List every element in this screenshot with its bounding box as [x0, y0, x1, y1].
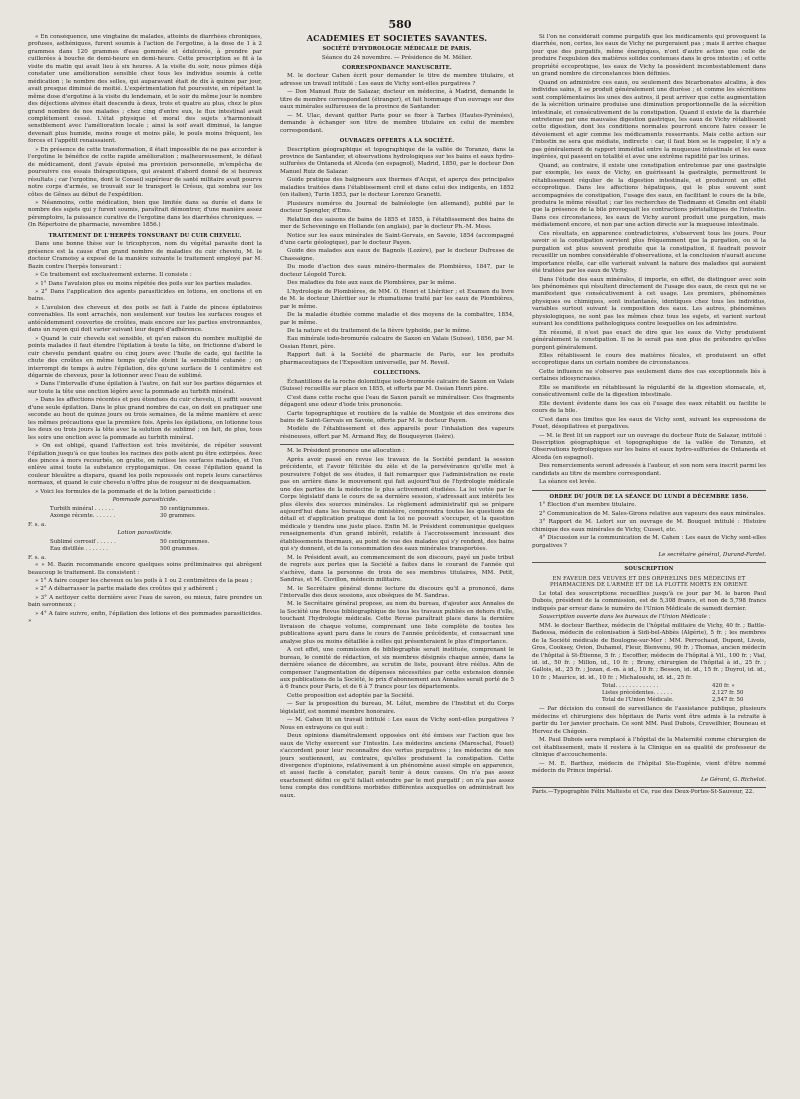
- paragraph: M. Paul Dubois sera remplacé à l'hôpital de la Maternité comme chirurgien de cet établissement, mais il restera à la Clinique en sa qualité de professeur de clinique d'accouchements.: [532, 737, 766, 759]
- formula-fsa: F. s. a.: [28, 521, 47, 528]
- paragraph: — Par décision du conseil de surveillance de l'assistance publique, plusieurs médecins et chirurgiens des hôpitaux de Paris vont être admis à la retraite à partir du 1er janvier prochain. Ce sont MM. Paul Dubois, Cruveilhier, Bouneau et Hervez de Chégoin.: [532, 706, 766, 735]
- paragraph: Cette proposition est adoptée par la Société.: [287, 692, 414, 699]
- paragraph: Si l'on ne considérait comme purgatifs que les médicaments qui provoquent la diarrhée, non, certes, les eaux de Vichy ne purgeraient pas ; mais il arrive chaque jour que des purgatifs, même énergiques, n'ont d'autre action que celle de produire l'expulsion des matières solides contenues dans le gros intestin ; et cette propriété eccoprotique, les eaux de Vichy la possèdent incontestablement dans un grand nombre de circonstances bien définies.: [532, 34, 766, 78]
- paragraph: M. le docteur Cahen écrit pour demander le titre de membre titulaire, et adresse un travail intitulé : Les eaux de Vichy sont-elles purgatives ?: [280, 73, 514, 87]
- formula-title: Lotion parasiticide.: [117, 530, 173, 537]
- divider: [280, 444, 514, 445]
- paragraph: Rapport fait à la Société de pharmacie de Paris, sur les produits pharmaceutiques de l'Exposition universelle, par M. Reveil.: [280, 352, 514, 366]
- paragraph: Elle se manifeste en rétablissant la régularité de la digestion stomacale, et, consécutivement celle de la digestion intestinale.: [532, 384, 766, 399]
- agenda-item: 3° Rapport de M. Lefort sur un ouvrage de M. Bouquet intitulé : Histoire chimique des eaux minérales de Vichy, Cusset, etc.: [532, 519, 766, 533]
- subheading: ORDRE DU JOUR DE LA SÉANCE DU LUNDI 8 DÉCEMBRE 1856.: [549, 493, 749, 500]
- paragraph: » Dans l'intervalle d'une épilation à l'autre, on fait sur les parties dégarnies et sur toute la tête une onction légère avec la pommade au turbith minéral.: [28, 381, 262, 395]
- paragraph: » On est obligé, quand l'affection est très invétérée, de répéter souvent l'épilation jusqu'à ce que toutes les racines des poils aient pu être extirpées. Avec des pinces à mors recourbés, on gratte, on ratisse les surfaces malades, et l'on enlève ainsi toute la substance cryptogamique. On cesse l'épilation quand la couleur bleuâtre a disparu, quand les poils repoussés ont repris leurs caractères normaux, et quand le cuir chevelu n'offre plus de rougeur ni de desquamation.: [28, 443, 262, 487]
- paragraph: Carte topographique et routière de la vallée de Montjoie et des environs des bains de Saint-Gervais en Savoie, offerte par M. le docteur Payen.: [280, 410, 514, 425]
- paragraph: De la nature et du traitement de la fièvre typhoïde, par le même.: [287, 328, 472, 334]
- agenda-item: 4° Discussion sur la communication de M. Cahen : Les eaux de Vichy sont-elles purgatives ?: [532, 535, 766, 549]
- paragraph: — M. le Bret lit un rapport sur un ouvrage du docteur Ruiz de Salazar, intitulé : Description géographique et topographique de la vallée de Toranzo, et Observations hydrologiques sur les bains et eaux hydro-sulfurées de Ontaneda et Alceda (en espagnol).: [532, 432, 766, 461]
- page-number: 580: [388, 18, 412, 31]
- ingredient-name: Axonge récente. . . . . . .: [50, 512, 116, 519]
- paragraph: Cette influence ne s'observe pas seulement dans des cas exceptionnels liés à certaines idiosyncrasies.: [532, 368, 766, 383]
- ingredient-qty: 500 grammes.: [160, 545, 200, 552]
- totals: [602, 683, 766, 704]
- paragraph: MM. le docteur Barthez, médecin de l'hôpital militaire de Vichy, 40 fr. ; Battle-Badessa, médecin de colonisation à Sidi-bel-Abbès (Algérie), 5 fr. ; les membres de la Société médicale de Boulogne-sur-Mer : MM. Perrochaud, Dupont, Livois, Gros, Cooksey, Ovion, Duhamel, Fleur, Bienvenu, 90 fr. ; Thomas, ancien médecin de l'hôpital à St-Étienne, 5 fr. ; Escoffier, médecin de l'hôpital à Vil., 100 fr. ; Vial, id. id., 50 fr. ; Millon, id., 10 fr. ; Bruny, chirurgien de l'hôpital à id., 25 fr. ; Gallois, id., 25 fr. ; Jozan, d.-m. à id., 10 fr. ; Besson, id. id., 15 fr. ; Duyrol, id. id., 10 fr. ; Maurice, id. id., 10 fr. ; Michaloushi, id. id., 25 fr.: [532, 622, 766, 681]
- paragraph: « » M. Bazin recommande encore quelques soins préliminaires qui abrègent beaucoup le traitement. Ils consistent :: [28, 562, 262, 576]
- paragraph: Plusieurs numéros du Journal de balnéologie (en allemand), publié par le docteur Spengler, d'Ems.: [280, 200, 514, 215]
- paragraph: » L'avulsion des cheveux et des poils se fait à l'aide de pinces épilatoires convenables. Ils sont arrachés, non seulement sur toutes les surfaces rouges et antécédemment couvertes de croûtes, mais encore sur les parties environnantes, dans un rayon qui doit varier suivant leur degré d'adhérence.: [28, 304, 262, 334]
- formula-title: Pommade parasiticide.: [112, 497, 178, 504]
- total-label: Total. . . . . . . . . . . . .: [602, 683, 659, 690]
- paragraph: » 2° A débarrasser la partie malade des croûtes qui y adhèrent ;: [35, 586, 218, 593]
- paragraph: Modèle de l'établissement et des appareils pour l'inhalation des vapeurs résineuses, offert par M. Armand Rey, de Bouqueyron (Isère).: [280, 426, 514, 440]
- paragraph: » 1° A faire couper les cheveux ou les poils à 1 ou 2 centimètres de la peau ;: [35, 577, 253, 584]
- paragraph: En résumé, il n'est pas exact de dire que les eaux de Vichy produisent généralement la constipation. Il ne le serait pas non plus de prétendre qu'elles purgent généralement.: [532, 329, 766, 351]
- grand-total-label: Total de l'Union Médicale.: [602, 697, 674, 704]
- paragraph: Elles rétablissent le cours des matières fécales, et produisent un effet eccoprotique dans un certain nombre de circonstances.: [532, 353, 766, 367]
- paragraph: » En présence de cette transformation, il était impossible de ne pas accorder à l'ergotine le bénéfice de cette rapide amélioration ; malheureusement, le défaut de médicament, dont j'avais épuisé ma provision personnelle, m'empêcha de poursuivre ces essais thérapeutiques, qui avaient d'abord donné de si heureux résultats ; car l'ergotine, dont le Conseil supérieur de santé militaire avait pourvu notre corps d'armée, se trouvait sur le transport le Crésus, qui sombra sur les côtes de Gênes au début de l'expédition.: [28, 146, 262, 198]
- formula-fsa: F. s. a.: [28, 554, 47, 561]
- paragraph: Le total des souscriptions recueillies jusqu'à ce jour par M. le baron Paul Dubois, président de la commission, est de 5,308 francs, et non de 5,798 francs indiqués par erreur dans le numéro de l'Union Médicale de samedi dernier.: [532, 590, 766, 612]
- section-title: ACADÉMIES ET SOCIÉTÉS SAVANTES.: [306, 34, 488, 43]
- paragraph: Quand, au contraire, il existe une constipation entretenue par une gastralgie par exemple, les eaux de Vichy, en guérissant la gastralgie, permettront le rétablissement régulier de la digestion intestinale, et produiront un effet eccoprotique. Dans les affections hépatiques, qui le plus souvent sont accompagnées de constipation, l'usage des eaux, en facilitant le cours de la bile, produira le même résultat ; car les recherches de Tiedmann et Gmelin ont établi que la présence de la bile provoquait les contractions péristaltiques de l'intestin. Dans ces circonstances, les eaux de Vichy auront produit une purgation, mais médiatement encore, et non par une action directe sur la muqueuse intestinale.: [532, 162, 766, 229]
- paragraph: Du mode d'action des eaux minéro-thermales de Plombières, 1847, par le docteur Léopold Turck.: [280, 264, 514, 278]
- divider: [532, 490, 766, 491]
- paragraph: C'est dans cette roche que l'eau de Saxon paraît se minéraliser. Ces fragments dégagent une odeur d'iode très prononcée.: [280, 394, 514, 409]
- paragraph: — Don Manuel Ruiz de Salazar, docteur en médecine, à Madrid, demande le titre de membre correspondant (étranger), et fait hommage d'un ouvrage sur des eaux minérales sulfureuses de la province de Santander.: [280, 89, 514, 111]
- previous-label: Listes précédentes. . . . . .: [602, 690, 673, 697]
- paragraph: Des maladies du foie aux eaux de Plombières, par le même.: [287, 280, 457, 287]
- subheading: SOUSCRIPTION: [624, 566, 674, 573]
- paragraph: — M. Cahen lit un travail intitulé : Les eaux de Vichy sont-elles purgatives ? Nous en extrayons ce qui suit :: [280, 717, 514, 731]
- agenda-item: 2° Communication de M. Sales-Girons relative aux vapeurs des eaux minérales.: [539, 510, 766, 517]
- paragraph: Souscription ouverte dans les bureaux de l'Union Médicale :: [539, 614, 711, 621]
- subheading: OUVRAGES OFFERTS A LA SOCIÉTÉ.: [339, 138, 455, 145]
- society-name: SOCIÉTÉ D'HYDROLOGIE MÉDICALE DE PARIS.: [322, 46, 472, 52]
- total-value: 420 fr. »: [712, 683, 735, 690]
- session-line: Séance du 24 novembre. — Présidence de M. Mélier.: [321, 54, 473, 61]
- printer-line: Paris.—Typographie Félix Malteste et Ce, rue des Deux-Portes-St-Sauveur, 22.: [532, 787, 766, 796]
- gerant-signature: Le Gérant, G. Richelot.: [700, 777, 766, 784]
- signature: Le secrétaire général, Durand-Fardel.: [658, 551, 766, 558]
- subheading: CORRESPONDANCE MANUSCRITE.: [342, 64, 452, 71]
- paragraph: Deux opinions diamétralement opposées ont été émises sur l'action que les eaux de Vichy exercent sur l'intestin. Les médecins anciens (Mareschal, Fouet) s'accordent pour leur reconnaître des vertus purgatives ; les médecins de nos jours soutiennent, au contraire, qu'elles produisent la constipation. Cette divergence d'opinions, relativement à un phénomène aussi simple en apparence, et aussi facile à constater, paraît tenir à deux causes. On n'a pas assez exactement défini ce qu'il fallait entendre par le mot purgatif ; on n'a pas assez tenu compte des conditions morbides différentes auxquelles on administrait les eaux.: [280, 733, 514, 799]
- paragraph: Dans l'étude des eaux minérales, il importe, en effet, de distinguer avec soin les phénomènes qui résultent directement de l'usage des eaux, de ceux qui ne se manifestent que consécutivement à cet usage. Les premiers, phénomènes physiques ou chimiques, sont instantanés, identiques chez tous les individus, variables surtout suivant la composition des eaux. Les autres, phénomènes physiologiques, ne sont pas les mêmes chez tous les sujets, et varient surtout suivant les conditions pathologiques contre lesquelles on les administre.: [532, 276, 766, 328]
- paragraph: » Quand le cuir chevelu est sensible, et qu'en raison du nombre multiplié de points malades il faut étendre l'épilation à toute la tête, on frictionne d'abord le cuir chevelu pendant quatre ou cinq jours avec l'huile de cade, qui facilite la chute des croûtes en même temps qu'elle éteint la sensibilité cutanée ; on interrompt de temps à autre l'épilation, dès qu'une surface de 1 centimètre est dégarnie de cheveux, pour la lotionner avec l'eau de sublimé.: [28, 335, 262, 379]
- ingredient-name: Sublimé corrosif . . . . . .: [50, 538, 116, 545]
- paragraph: Dans une bonne thèse sur le tricophycon, nom du végétal parasite dont la présence est la cause d'un grand nombre de maladies du cuir chevelu, M. le docteur Cramoisy a exposé de la manière suivante le traitement employé par M. Bazin contre l'herpès tonsurant :: [28, 241, 262, 270]
- divider: [532, 562, 766, 563]
- paragraph: » 2° Dans l'application des agents parasiticides en lotions, en onctions et en bains.: [28, 289, 262, 303]
- paragraph: De la maladie étudiée comme maladie et des moyens de la combattre, 1854, par le même.: [280, 312, 514, 326]
- subheading: COLLECTIONS.: [373, 370, 421, 377]
- paragraph: M. le Président prononce une allocution :: [287, 448, 405, 455]
- agenda-item: 1° Élection d'un membre titulaire.: [539, 502, 637, 509]
- paragraph: Guide pratique des baigneurs aux thermes d'Acqui, et aperçu des principales maladies traitées dans l'établissement civil et dans celui des indigents, en 1852 (en italien), Turin 1853, par le docteur Lorenzo Granetti.: [280, 177, 514, 199]
- paragraph: L'hydrologie de Plombières, de MM. O. Henri et Lhéritier ; et Examen du livre de M. le docteur Lhéritier sur le rhumatisme traité par les eaux de Plombières, par le même.: [280, 288, 514, 310]
- paragraph: Eau minérale iodo-bromurée calcaire de Saxon en Valais (Suisse), 1856, par M. Ossian Henri, père.: [280, 336, 514, 350]
- paragraph: » Néanmoins, cette médication, bien que limitée dans sa durée et dans le nombre des sujets qui y furent soumis, paraîtrait démontrer, d'une manière assez péremptoire, la puissance curative de l'ergotine dans les diarrhées chroniques. — (In Répertoire de pharmacie, novembre 1856.): [28, 199, 262, 229]
- paragraph: Après avoir passé en revue les travaux de la Société pendant la session précédente, et l'avoir félicitée du zèle et de la persévérance qu'elle met à poursuivre l'objet de ses études, il fait remarquer que l'administration ne reste pas en arrière dans le mouvement qui fait aujourd'hui de l'hydrologie médicale une des parties de la médecine le plus activement étudiées. La loi votée par le Corps législatif dans le cours de sa dernière session, s'adressait aux intérêts les plus élevés des sources minérales. Le règlement administratif qui se prépare aujourd'hui dans les bureaux du ministère, comprendra toutes les questions de détail et d'application pratique dont la loi ne pouvait s'occuper, et la question médicale y tiendra une juste place. Enfin M. le Président communique quelques renseignements d'un grand intérêt, relatifs à l'accroissement incessant des établissements thermaux, au point de vue des malades qui s'y rendent, des bains qui s'y donnent, et de la consommation des eaux minérales transportées.: [280, 456, 514, 553]
- paragraph: Guide des malades aux eaux de Bagnols (Lozère), par le docteur Dufresse de Chassaigne.: [280, 248, 514, 262]
- paragraph: « En conséquence, une vingtaine de malades, atteints de diarrhées chroniques, profuses, asthéniques, furent soumis à l'action de l'ergotine, à la dose de 1 à 2 grammes dans 120 grammes d'eau gommée et édulcorée, à prendre par cuillerées à bouche de demi-heure en demi-heure. Cette prescription se fit à la visite du matin qui avait lieu à six heures. A la visite du soir, nous pûmes déjà constater une amélioration sensible chez tous les individus soumis à cette médication ; le nombre des selles, qui auparavant était de dix à quinze par jour, avait presque diminué de moitié. L'expérimentation fut poursuivie, en répétant la même dose d'ergotine à la visite du lendemain, et le soir du même jour le nombre des déjections alvines était descendu à deux, trois et quatre au plus, chez le plus grand nombre de nos malades ; chez cinq d'entre eux, le flux intestinal avait complétement cessé. L'état physique et moral des sujets s'harmonisait sensiblement avec l'amélioration locale ; ainsi la soif avait diminué, la langue devenait plus humide, moins rouge et moins pâle, le pouls moins fréquent, les forces et l'appétit renaissaient.: [28, 34, 262, 145]
- paragraph: » 3° A nettoyer cette dernière avec l'eau de savon, ou mieux, faire prendre un bain savonneux ;: [28, 594, 262, 609]
- paragraph: » 4° A faire suivre, enfin, l'épilation des lotions et des pommades parasiticides. »: [28, 610, 262, 625]
- formula-pommade: [50, 506, 262, 520]
- section-heading: TRAITEMENT DE L'HERPÈS TONSURANT DU CUIR CHEVELU.: [48, 232, 242, 239]
- paragraph: M. le Secrétaire général propose, au nom du bureau, d'ajouter aux Annales de la Société une Revue bibliographique de tous les travaux publiés en dehors d'elle, touchant l'hydrologie médicale. Cette Revue paraîtrait place dans la dernière livraison de chaque volume, comprenant une liste complète de toutes les publications ayant paru dans le cours de l'année précédente, et consacrant une analyse plus ou moins détaillée à celles qui présenteraient le plus d'importance.: [280, 601, 514, 645]
- ingredient-name: Turbith minéral . . . . . .: [50, 505, 114, 512]
- grand-total-value: 2,547 fr. 50: [712, 697, 744, 704]
- paragraph: » Ce traitement est exclusivement externe. Il consiste :: [35, 272, 192, 279]
- paragraph: — Sur la proposition du bureau, M. Lélut, membre de l'Institut et du Corps législatif, est nommé membre honoraire.: [280, 701, 514, 715]
- paragraph: M. le Secrétaire général donne lecture du discours qu'il a prononcé, dans l'intervalle des deux sessions, aux obsèques de M. Sandras.: [280, 585, 514, 599]
- paragraph: M. le Président avait, au commencement de son discours, payé un juste tribut de regrets aux pertes que la Société a faites dans le courant de l'année qui s'achève, dans la personne de trois de ses membres titulaires, MM. Petit, Sandras, et M. Cuvillon, médecin militaire.: [280, 554, 514, 584]
- paragraph: Des remerciements seront adressés à l'auteur, et son nom sera inscrit parmi les candidats au titre de membre correspondant.: [532, 463, 766, 477]
- ingredient-name: Eau distillée . . . . . . .: [50, 545, 108, 552]
- paragraph: A cet effet, une commission de bibliographie serait instituée, comprenant le bureau, le comité de rédaction, et six membres désignés chaque année, dans la dernière séance de décembre, au scrutin de liste, pouvant être réélus. Afin de compenser l'augmentation de dépenses nécessitées par cette extension donnée aux publications de la Société, le prix d'abonnement aux Annales serait porté de 5 à 6 francs pour Paris, et de 6 à 7 francs pour les départements.: [280, 647, 514, 691]
- paragraph: Elle devient évidente dans les cas où l'usage des eaux rétablit ou facilite le cours de la bile.: [532, 400, 766, 415]
- paragraph: Description géographique et topographique de la vallée de Toranzo, dans la province de Santander, et observations hydrologiques sur les bains et eaux hydro-sulfurées de Ontaneda et Alceda (en espagnol), Madrid, 1850, par le docteur Don Manuel Ruiz de Salazar.: [280, 146, 514, 175]
- paragraph: Relation des saisons de bains de 1855 et 1855, à l'établissement des bains de mer de Scheveningo en Hollande (en anglais), par le docteur Ph.-M. Mess.: [280, 216, 514, 231]
- previous-value: 2,127 fr. 50: [712, 690, 744, 697]
- paragraph: Ces résultats, en apparence contradictoires, s'observent tous les jours. Pour savoir si la constipation survient plus fréquemment que la purgation, ou si la purgation est plus souvent produite que la constipation, il faudrait pouvoir recueillir un nombre considérable d'observations, et la conclusion n'aurait aucune importance réelle, car elle varierait suivant la nature des maladies qui auraient été traitées par les eaux de Vichy.: [532, 230, 766, 275]
- paragraph: Notice sur les eaux minérales de Saint-Gervais, en Savoie, 1854 (accompagné d'une carte géologique), par le docteur Payen.: [280, 232, 514, 247]
- column-middle: [280, 34, 514, 1070]
- paragraph: Échantillons de la roche dolomitique iodo-bromurée calcaire de Saxon en Valais (Suisse) recueillis sur place en 1855, et offerts par M. Ossian Henri père.: [280, 378, 514, 393]
- column-right: [532, 34, 766, 1070]
- paragraph: Quand on administre ces eaux, ou seulement des bicarbonates alcalins, à des individus sains, il se produit généralement une diurèse ; et comme les sécrétions sont complémentaires les unes des autres, il peut arriver que cette augmentation de la sécrétion urinaire produise une diminution proportionnelle de la sécrétion intestinale, et consécutivement de la constipation. Quand il existe de la diarrhée entretenue par une mauvaise digestion gastrique, les eaux de Vichy rétablissent cette digestion, dont les conditions normales pourront encore faire cesser le dévoiement et agir comme les médicaments resserrants. Mais cette action sur l'intestin ne sera que médiate, indirecte : car, il faut bien se le rappeler, il n'y a pas généralement de rapport immédiat entre la muqueuse intestinale et les eaux ingérées, qui passent en totalité et avec une extrême rapidité par les urines.: [532, 79, 766, 161]
- column-left: [28, 34, 262, 1070]
- paragraph: — M. E. Barthez, médecin de l'hôpital Ste-Eugénie, vient d'être nommé médecin du Prince impérial.: [532, 760, 766, 774]
- paragraph: » Voici les formules de la pommade et de la lotion parasiticide :: [35, 488, 216, 495]
- ingredient-qty: 50 centigrammes.: [160, 538, 210, 545]
- paragraph: » 1° Dans l'avulsion plus ou moins répétée des poils sur les parties malades.: [35, 280, 252, 287]
- paragraph: La séance est levée.: [539, 479, 597, 486]
- paragraph: — M. Ulac, devant quitter Paris pour se fixer à Tarbes (Hautes-Pyrénées), demande à échanger son titre de membre titulaire en celui de membre correspondant.: [280, 112, 514, 134]
- formula-lotion: [50, 539, 262, 553]
- paragraph: C'est dans ces limites que les eaux de Vichy sont, suivant les expressions de Fouet, désopilatives et purgatives.: [532, 416, 766, 431]
- ingredient-qty: 30 grammes.: [160, 512, 196, 519]
- paragraph: » Dans les affections récentes et peu étendues du cuir chevelu, il suffit souvent d'une seule épilation. Dans le plus grand nombre de cas, on doit en pratiquer une seconde au bout de quinze jours ou trois semaines, de la même manière et avec les mêmes précautions que la première fois. Après les épilations, on lotionne tous les deux ou trois jours la tête avec la solution de sublimé ; on fait, de plus, tous les soirs une onction avec la pommade au turbith minéral.: [28, 397, 262, 441]
- ingredient-qty: 50 centigrammes.: [160, 505, 210, 512]
- subheading-detail: EN FAVEUR DES VEUVES ET DES ORPHELINS DES MÉDECINS ET PHARMACIENS DE L'ARMÉE ET DE LA FLOTTE MORTS EN ORIENT.: [550, 575, 748, 589]
